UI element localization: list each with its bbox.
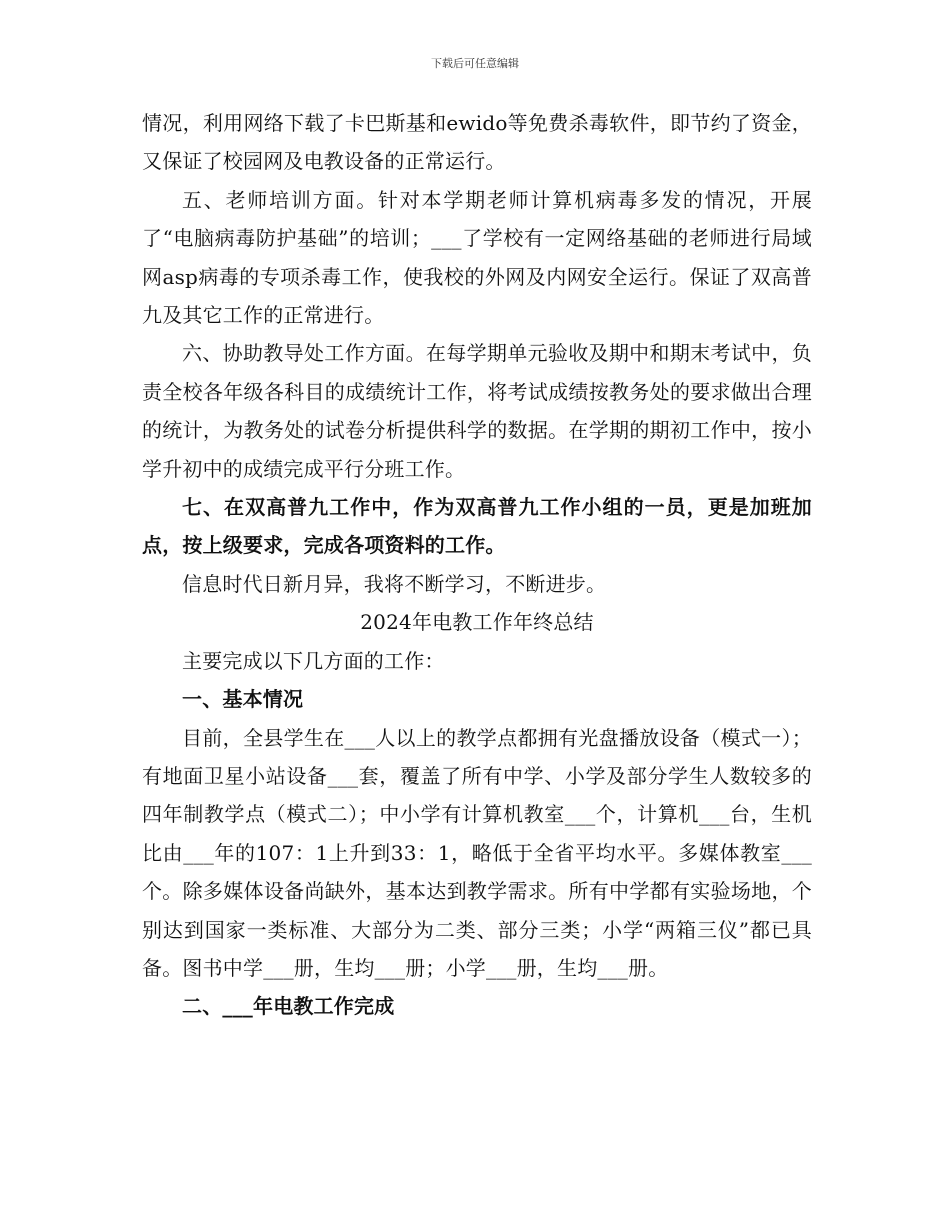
heading-basic-situation: 一、基本情况 <box>182 687 304 712</box>
paragraph-teacher-training: 五、老师培训方面。针对本学期老师计算机病毒多发的情况，开展了“电脑病毒防护基础”的培训；___了学校有一定网络基础的老师进行局域网asp病毒的专项杀毒工作，使我校的外网及内网安全运行。保证了双高普九及其它工作的正常进行。 <box>142 187 812 328</box>
paragraph-assist-academic-office: 六、协助教导处工作方面。在每学期单元验收及期中和期末考试中，负责全校各年级各科目的成绩统计工作，将考试成绩按教务处的要求做出合理的统计，为教务处的试卷分析提供科学的数据。在学期的期初工作中，按小学升初中的成绩完成平行分班工作。 <box>142 341 812 481</box>
heading-work-completed: 二、___年电教工作完成 <box>182 994 395 1019</box>
page-header-note: 下载后可任意编辑 <box>431 57 519 70</box>
section-title: 2024年电教工作年终总结 <box>360 610 594 635</box>
paragraph-continued-antivirus: 情况，利用网络下载了卡巴斯基和ewido等免费杀毒软件，即节约了资金，又保证了校园网及电教设备的正常运行。 <box>142 111 812 174</box>
paragraph-closing: 信息时代日新月异，我将不断学习，不断进步。 <box>182 571 607 596</box>
paragraph-basic-situation: 目前，全县学生在___人以上的教学点都拥有光盘播放设备（模式一）；有地面卫星小站设备___套，覆盖了所有中学、小学及部分学生人数较多的四年制教学点（模式二）；中小学有计算机教室___个，计算机___台，生机比由___年的107：1上升到33：1，略低于全省平均水平。多媒体教室___个。除多媒体设备尚缺外，基本达到教学需求。所有中学都有实验场地，个别达到国家一类标准、大部分为二类、部分三类；小学“两箱三仪”都已具备。图书中学___册，生均___册；小学___册，生均___册。 <box>142 725 812 980</box>
paragraph-double-high-work: 七、在双高普九工作中，作为双高普九工作小组的一员，更是加班加点，按上级要求，完成各项资料的工作。 <box>142 495 812 558</box>
paragraph-main-tasks: 主要完成以下几方面的工作： <box>182 648 445 673</box>
document-body <box>142 104 812 1026</box>
